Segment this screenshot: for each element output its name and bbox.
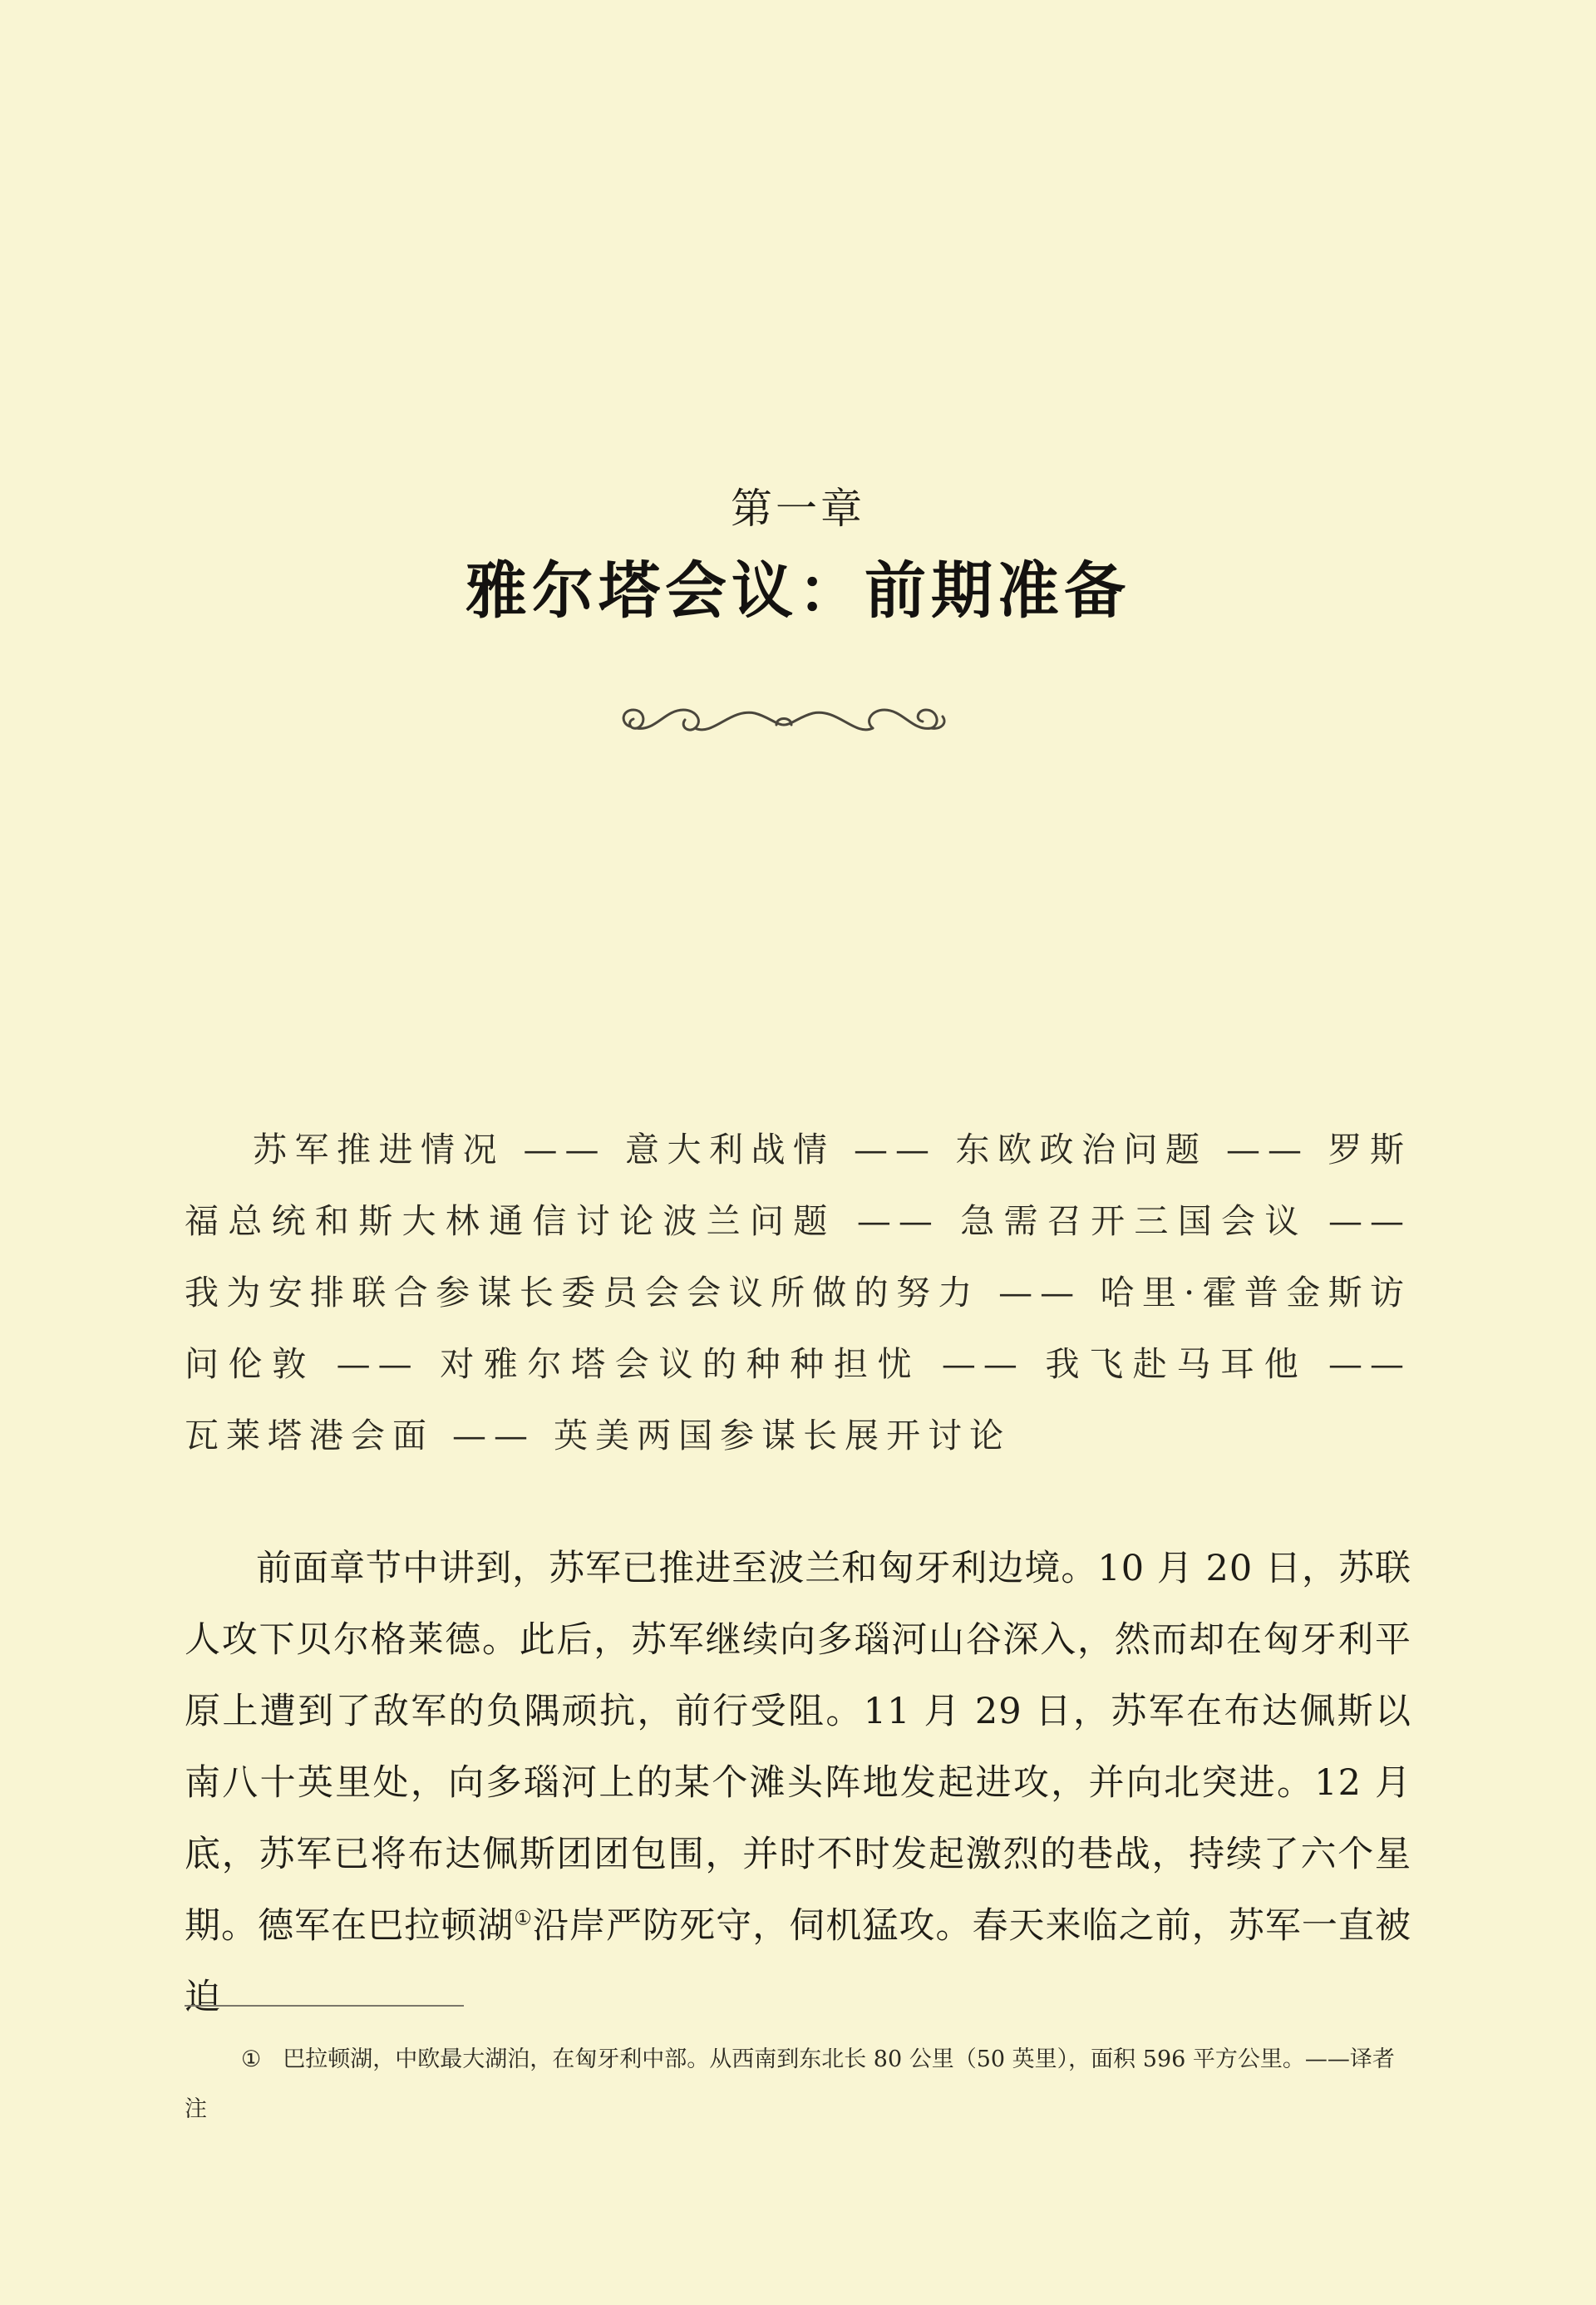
chapter-number: 第一章 (731, 485, 865, 533)
chapter-summary: 苏军推进情况 —— 意大利战情 —— 东欧政治问题 —— 罗斯福总统和斯大林通信讨论波兰问题 —— 急需召开三国会议 —— 我为安排联合参谋长委员会会议所做的努力 —— 哈里·霍普金斯访问伦敦 —— 对雅尔塔会议的种种担忧 —— 我飞赴马耳他 —— 瓦莱塔港会面 —— 英美两国参谋长展开讨论 (185, 1130, 1411, 1455)
footnote-divider (185, 2005, 464, 2007)
footnote-mark: ① (241, 2046, 262, 2072)
footnote-reference[interactable]: ① (514, 1906, 533, 1930)
chapter-title: 雅尔塔会议：前期准备 (466, 555, 1130, 627)
body-text-part-2: 沿岸严防死守，伺机猛攻。春天来临之前，苏军一直被迫 (185, 1905, 1412, 2018)
footnote-text: 巴拉顿湖，中欧最大湖泊，在匈牙利中部。从西南到东北长 80 公里（50 英里），面积 596 平方公里。——译者注 (185, 2046, 1395, 2122)
footnote (185, 2035, 1411, 2135)
body-text-part-1: 前面章节中讲到，苏军已推进至波兰和匈牙利边境。10 月 20 日，苏联人攻下贝尔格莱德。此后，苏军继续向多瑙河山谷深入，然而却在匈牙利平原上遭到了敌军的负隅顽抗，前行受阻。11 月 29 日，苏军在布达佩斯以南八十英里处，向多瑙河上的某个滩头阵地发起进攻，并向北突进。12 月底，苏军已将布达佩斯团团包围，并时不时发起激烈的巷战，持续了六个星期。德军在巴拉顿湖 (185, 1548, 1411, 1947)
body-paragraph (185, 1533, 1411, 2033)
ornament-divider-icon (613, 692, 954, 750)
